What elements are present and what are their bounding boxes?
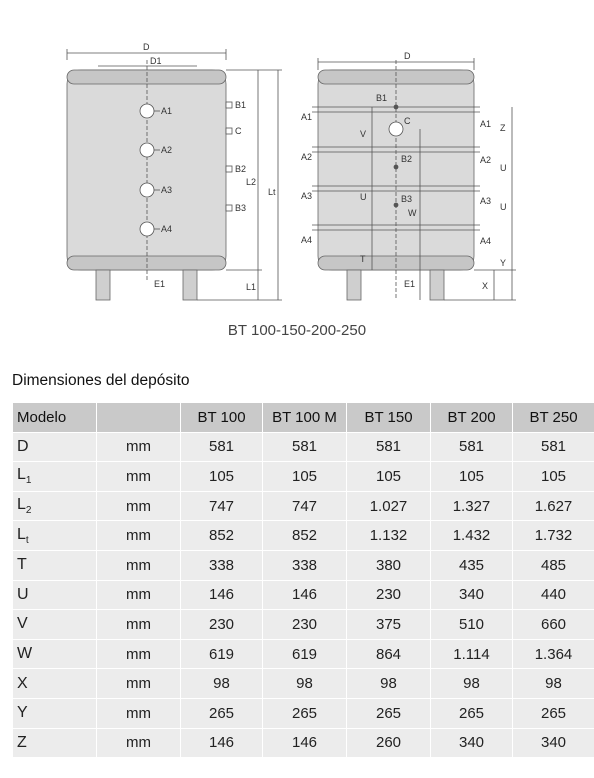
value-cell: 619 bbox=[181, 639, 263, 669]
label-B2: B2 bbox=[235, 164, 247, 174]
label-D: D bbox=[143, 42, 150, 52]
unit-cell: mm bbox=[97, 610, 181, 640]
dimension-symbol-letter: T bbox=[17, 556, 27, 574]
dimension-symbol-letter: W bbox=[17, 645, 33, 663]
value-cell: 98 bbox=[347, 669, 431, 699]
value-cell: 265 bbox=[347, 698, 431, 728]
section-view bbox=[312, 58, 516, 300]
value-cell: 105 bbox=[181, 462, 263, 492]
value-cell: 581 bbox=[431, 432, 513, 462]
label-A4: A4 bbox=[161, 224, 173, 234]
table-row bbox=[13, 521, 594, 551]
value-cell: 1.327 bbox=[431, 491, 513, 521]
label-r-A3-right: A3 bbox=[480, 196, 492, 206]
label-r-E1: E1 bbox=[404, 279, 416, 289]
dimension-symbol bbox=[13, 639, 97, 669]
unit-cell: mm bbox=[97, 639, 181, 669]
table-row bbox=[13, 669, 594, 699]
table-row bbox=[13, 491, 594, 521]
dimension-symbol-letter: Z bbox=[17, 733, 27, 751]
value-cell: 105 bbox=[513, 462, 594, 492]
header-modelo: Modelo bbox=[13, 403, 97, 433]
dimensions-table bbox=[12, 402, 594, 758]
drawing-caption: BT 100-150-200-250 bbox=[227, 322, 367, 339]
value-cell: 581 bbox=[347, 432, 431, 462]
value-cell: 340 bbox=[431, 728, 513, 758]
dimension-symbol-letter: L bbox=[17, 495, 26, 513]
value-cell: 747 bbox=[263, 491, 347, 521]
label-A2: A2 bbox=[161, 145, 173, 155]
label-r-A3-left: A3 bbox=[301, 191, 313, 201]
unit-cell: mm bbox=[97, 550, 181, 580]
dimension-symbol bbox=[13, 550, 97, 580]
unit-cell: mm bbox=[97, 669, 181, 699]
label-r-U-left: U bbox=[360, 192, 367, 202]
dimension-symbol bbox=[13, 728, 97, 758]
value-cell: 1.732 bbox=[513, 521, 594, 551]
value-cell: 105 bbox=[347, 462, 431, 492]
label-E1: E1 bbox=[154, 279, 166, 289]
value-cell: 230 bbox=[347, 580, 431, 610]
label-r-X: X bbox=[482, 281, 489, 291]
label-r-V: V bbox=[360, 129, 367, 139]
table-row bbox=[13, 639, 594, 669]
dimension-symbol bbox=[13, 669, 97, 699]
value-cell: 146 bbox=[263, 580, 347, 610]
value-cell: 98 bbox=[181, 669, 263, 699]
dimension-symbol bbox=[13, 521, 97, 551]
value-cell: 230 bbox=[263, 610, 347, 640]
label-r-A1-right: A1 bbox=[480, 119, 492, 129]
value-cell: 1.364 bbox=[513, 639, 594, 669]
unit-cell: mm bbox=[97, 491, 181, 521]
label-r-A2-left: A2 bbox=[301, 152, 313, 162]
label-r-Y: Y bbox=[500, 258, 507, 268]
label-B3: B3 bbox=[235, 203, 247, 213]
value-cell: 340 bbox=[513, 728, 594, 758]
label-r-B3: B3 bbox=[401, 194, 413, 204]
label-r-B1: B1 bbox=[376, 93, 388, 103]
label-r-D: D bbox=[404, 51, 411, 61]
label-C: C bbox=[235, 126, 242, 136]
label-D1: D1 bbox=[150, 56, 162, 66]
unit-cell: mm bbox=[97, 580, 181, 610]
label-r-T: T bbox=[360, 254, 366, 264]
value-cell: 852 bbox=[263, 521, 347, 551]
label-r-A4-left: A4 bbox=[301, 235, 313, 245]
table-row bbox=[13, 432, 594, 462]
unit-cell: mm bbox=[97, 462, 181, 492]
header-model-3: BT 100 M bbox=[263, 403, 347, 433]
dimension-symbol-subscript: 2 bbox=[25, 505, 32, 517]
table-row bbox=[13, 462, 594, 492]
label-L2: L2 bbox=[246, 177, 257, 187]
value-cell: 265 bbox=[263, 698, 347, 728]
value-cell: 380 bbox=[347, 550, 431, 580]
value-cell: 375 bbox=[347, 610, 431, 640]
unit-cell: mm bbox=[97, 728, 181, 758]
header-model-2: BT 100 bbox=[181, 403, 263, 433]
value-cell: 265 bbox=[431, 698, 513, 728]
header-unit bbox=[97, 403, 181, 433]
value-cell: 1.432 bbox=[431, 521, 513, 551]
dimension-symbol-letter: U bbox=[17, 585, 29, 603]
label-r-A2-right: A2 bbox=[480, 155, 492, 165]
value-cell: 98 bbox=[431, 669, 513, 699]
label-r-U-right-1: U bbox=[500, 163, 507, 173]
tank-technical-drawing bbox=[0, 0, 594, 320]
label-r-U-right-2: U bbox=[500, 202, 507, 212]
label-A1: A1 bbox=[161, 106, 173, 116]
section-title: Dimensiones del depósito bbox=[12, 372, 190, 389]
unit-cell: mm bbox=[97, 521, 181, 551]
dimension-symbol-subscript: t bbox=[25, 534, 29, 546]
value-cell: 338 bbox=[263, 550, 347, 580]
front-view bbox=[67, 49, 282, 300]
label-Lt: Lt bbox=[268, 187, 276, 197]
value-cell: 1.132 bbox=[347, 521, 431, 551]
table-row bbox=[13, 580, 594, 610]
value-cell: 1.627 bbox=[513, 491, 594, 521]
dimension-symbol bbox=[13, 491, 97, 521]
value-cell: 260 bbox=[347, 728, 431, 758]
value-cell: 340 bbox=[431, 580, 513, 610]
value-cell: 105 bbox=[263, 462, 347, 492]
table-header-row bbox=[13, 403, 594, 433]
dimension-symbol bbox=[13, 580, 97, 610]
value-cell: 581 bbox=[263, 432, 347, 462]
header-model-4: BT 150 bbox=[347, 403, 431, 433]
value-cell: 581 bbox=[513, 432, 594, 462]
value-cell: 98 bbox=[263, 669, 347, 699]
value-cell: 435 bbox=[431, 550, 513, 580]
dimension-symbol-letter: D bbox=[17, 437, 29, 455]
value-cell: 98 bbox=[513, 669, 594, 699]
dimension-symbol-letter: L bbox=[17, 466, 26, 484]
label-B1: B1 bbox=[235, 100, 247, 110]
value-cell: 265 bbox=[513, 698, 594, 728]
value-cell: 660 bbox=[513, 610, 594, 640]
value-cell: 230 bbox=[181, 610, 263, 640]
value-cell: 440 bbox=[513, 580, 594, 610]
value-cell: 1.114 bbox=[431, 639, 513, 669]
value-cell: 581 bbox=[181, 432, 263, 462]
table-row bbox=[13, 728, 594, 758]
dimension-symbol-subscript: 1 bbox=[25, 475, 32, 487]
value-cell: 619 bbox=[263, 639, 347, 669]
label-r-A4-right: A4 bbox=[480, 236, 492, 246]
value-cell: 105 bbox=[431, 462, 513, 492]
value-cell: 146 bbox=[263, 728, 347, 758]
dimension-symbol bbox=[13, 610, 97, 640]
label-r-B2: B2 bbox=[401, 154, 413, 164]
value-cell: 864 bbox=[347, 639, 431, 669]
table-row bbox=[13, 550, 594, 580]
header-model-6: BT 250 bbox=[513, 403, 594, 433]
value-cell: 146 bbox=[181, 580, 263, 610]
dimension-symbol-letter: L bbox=[17, 525, 26, 543]
label-r-W: W bbox=[408, 208, 417, 218]
dimension-symbol bbox=[13, 698, 97, 728]
value-cell: 1.027 bbox=[347, 491, 431, 521]
label-A3: A3 bbox=[161, 185, 173, 195]
dimension-symbol bbox=[13, 462, 97, 492]
dimension-symbol bbox=[13, 432, 97, 462]
label-L1: L1 bbox=[246, 282, 257, 292]
label-r-C: C bbox=[404, 116, 411, 126]
unit-cell: mm bbox=[97, 432, 181, 462]
value-cell: 510 bbox=[431, 610, 513, 640]
unit-cell: mm bbox=[97, 698, 181, 728]
label-r-A1-left: A1 bbox=[301, 112, 313, 122]
value-cell: 485 bbox=[513, 550, 594, 580]
value-cell: 747 bbox=[181, 491, 263, 521]
table-row bbox=[13, 610, 594, 640]
table-body bbox=[13, 432, 594, 758]
table-row bbox=[13, 698, 594, 728]
dimension-symbol-letter: V bbox=[17, 615, 28, 633]
value-cell: 146 bbox=[181, 728, 263, 758]
value-cell: 852 bbox=[181, 521, 263, 551]
value-cell: 338 bbox=[181, 550, 263, 580]
label-r-Z: Z bbox=[500, 123, 506, 133]
header-model-5: BT 200 bbox=[431, 403, 513, 433]
dimension-symbol-letter: X bbox=[17, 674, 28, 692]
value-cell: 265 bbox=[181, 698, 263, 728]
dimension-symbol-letter: Y bbox=[17, 704, 28, 722]
